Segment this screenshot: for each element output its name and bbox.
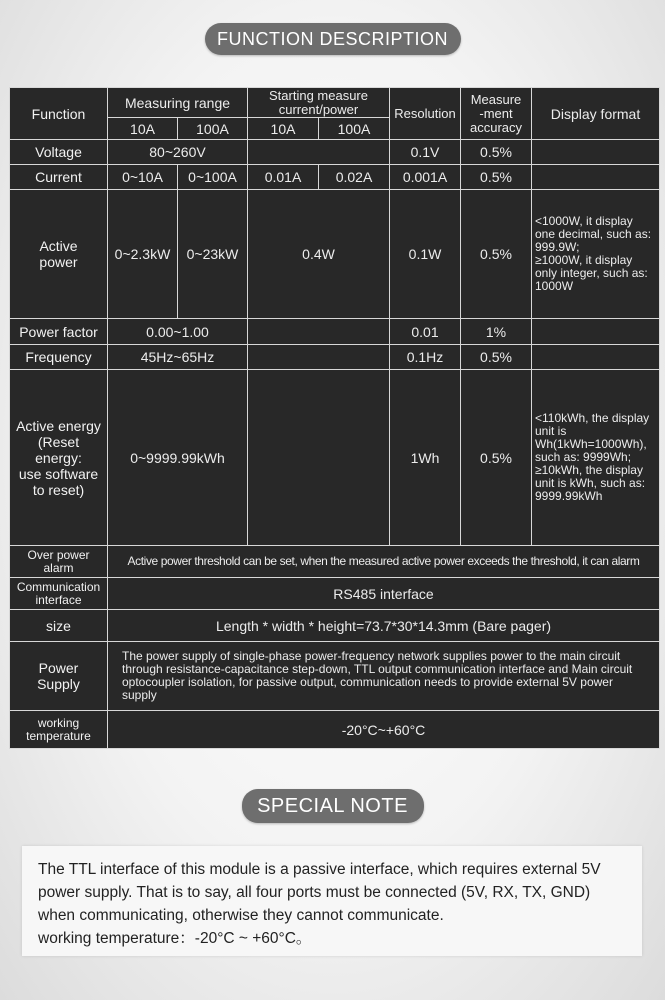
row-label-current: Current xyxy=(10,165,108,190)
voltage-range: 80~260V xyxy=(108,140,248,165)
current-accuracy: 0.5% xyxy=(461,165,532,190)
table-row-voltage xyxy=(10,140,660,165)
header-starting-measure: Starting measure current/power xyxy=(248,88,390,118)
current-start-100a: 0.02A xyxy=(319,165,390,190)
over-power-alarm-value: Active power threshold can be set, when the measured active power exceeds the threshold, it can alarm xyxy=(108,546,660,578)
power-factor-resolution: 0.01 xyxy=(390,319,461,345)
table-row-working-temperature xyxy=(10,711,660,749)
current-start-10a: 0.01A xyxy=(248,165,319,190)
current-display xyxy=(532,165,660,190)
header-function: Function xyxy=(10,88,108,140)
current-range-10a: 0~10A xyxy=(108,165,178,190)
table-row-size xyxy=(10,610,660,642)
row-label-working-temperature: working temperature xyxy=(10,711,108,749)
subheader-range-10a: 10A xyxy=(108,118,178,140)
frequency-range: 45Hz~65Hz xyxy=(108,345,248,370)
special-note-box xyxy=(22,846,642,956)
subheader-range-100a: 100A xyxy=(178,118,248,140)
table-row-over-power-alarm xyxy=(10,546,660,578)
table-row-active-energy xyxy=(10,370,660,546)
table-row-power-supply xyxy=(10,642,660,711)
table-row-frequency xyxy=(10,345,660,370)
table-row-communication xyxy=(10,578,660,610)
power-factor-range: 0.00~1.00 xyxy=(108,319,248,345)
current-resolution: 0.001A xyxy=(390,165,461,190)
active-energy-start xyxy=(248,370,390,546)
table-row-power-factor xyxy=(10,319,660,345)
subheader-start-10a: 10A xyxy=(248,118,319,140)
row-label-active-energy: Active energy (Reset energy: use software to reset) xyxy=(10,370,108,546)
voltage-resolution: 0.1V xyxy=(390,140,461,165)
active-power-display-format: <1000W, it display one decimal, such as: 999.9W; ≥1000W, it display only integer, such as: 1000W xyxy=(532,190,660,319)
voltage-accuracy: 0.5% xyxy=(461,140,532,165)
size-value: Length * width * height=73.7*30*14.3mm (Bare pager) xyxy=(108,610,660,642)
table-header-row xyxy=(10,88,660,118)
function-description-title: FUNCTION DESCRIPTION xyxy=(205,23,461,55)
voltage-start xyxy=(248,140,390,165)
row-label-voltage: Voltage xyxy=(10,140,108,165)
header-display-format: Display format xyxy=(532,88,660,140)
active-power-range-100a: 0~23kW xyxy=(178,190,248,319)
active-energy-range: 0~9999.99kWh xyxy=(108,370,248,546)
special-note-text: The TTL interface of this module is a passive interface, which requires external 5V power supply. That is to say, all four ports must be connected (5V, RX, TX, GND) when communicating, otherwise they cannot communicate. xyxy=(38,861,601,924)
frequency-display xyxy=(532,345,660,370)
special-note-title: SPECIAL NOTE xyxy=(242,789,424,823)
row-label-power-supply: Power Supply xyxy=(10,642,108,711)
current-range-100a: 0~100A xyxy=(178,165,248,190)
row-label-frequency: Frequency xyxy=(10,345,108,370)
frequency-resolution: 0.1Hz xyxy=(390,345,461,370)
working-temperature-value: -20°C~+60°C xyxy=(108,711,660,749)
table-row-active-power xyxy=(10,190,660,319)
active-power-start: 0.4W xyxy=(248,190,390,319)
table-row-current xyxy=(10,165,660,190)
active-power-accuracy: 0.5% xyxy=(461,190,532,319)
header-resolution: Resolution xyxy=(390,88,461,140)
row-label-active-power: Active power xyxy=(10,190,108,319)
active-energy-resolution: 1Wh xyxy=(390,370,461,546)
frequency-accuracy: 0.5% xyxy=(461,345,532,370)
active-energy-accuracy: 0.5% xyxy=(461,370,532,546)
communication-value: RS485 interface xyxy=(108,578,660,610)
row-label-communication: Communication interface xyxy=(10,578,108,610)
voltage-display xyxy=(532,140,660,165)
power-supply-value: The power supply of single-phase power-frequency network supplies power to the main circuit through resistance-capacitance step-down, TTL output communication interface and Main circuit optocoupler isolation, for passive output, communication needs to provide external 5V power supply xyxy=(108,642,660,711)
function-spec-table xyxy=(9,87,660,749)
power-factor-start xyxy=(248,319,390,345)
frequency-start xyxy=(248,345,390,370)
power-factor-display xyxy=(532,319,660,345)
power-factor-accuracy: 1% xyxy=(461,319,532,345)
row-label-power-factor: Power factor xyxy=(10,319,108,345)
row-label-over-power-alarm: Over power alarm xyxy=(10,546,108,578)
header-measuring-range: Measuring range xyxy=(108,88,248,118)
special-note-temperature: working temperature：-20°C ~ +60°C。 xyxy=(38,930,312,947)
row-label-size: size xyxy=(10,610,108,642)
subheader-start-100a: 100A xyxy=(319,118,390,140)
header-accuracy: Measure -ment accuracy xyxy=(461,88,532,140)
active-energy-display-format: <110kWh, the display unit is Wh(1kWh=1000Wh), such as: 9999Wh; ≥10kWh, the display unit is kWh, such as: 9999.99kWh xyxy=(532,370,660,546)
active-power-range-10a: 0~2.3kW xyxy=(108,190,178,319)
active-power-resolution: 0.1W xyxy=(390,190,461,319)
